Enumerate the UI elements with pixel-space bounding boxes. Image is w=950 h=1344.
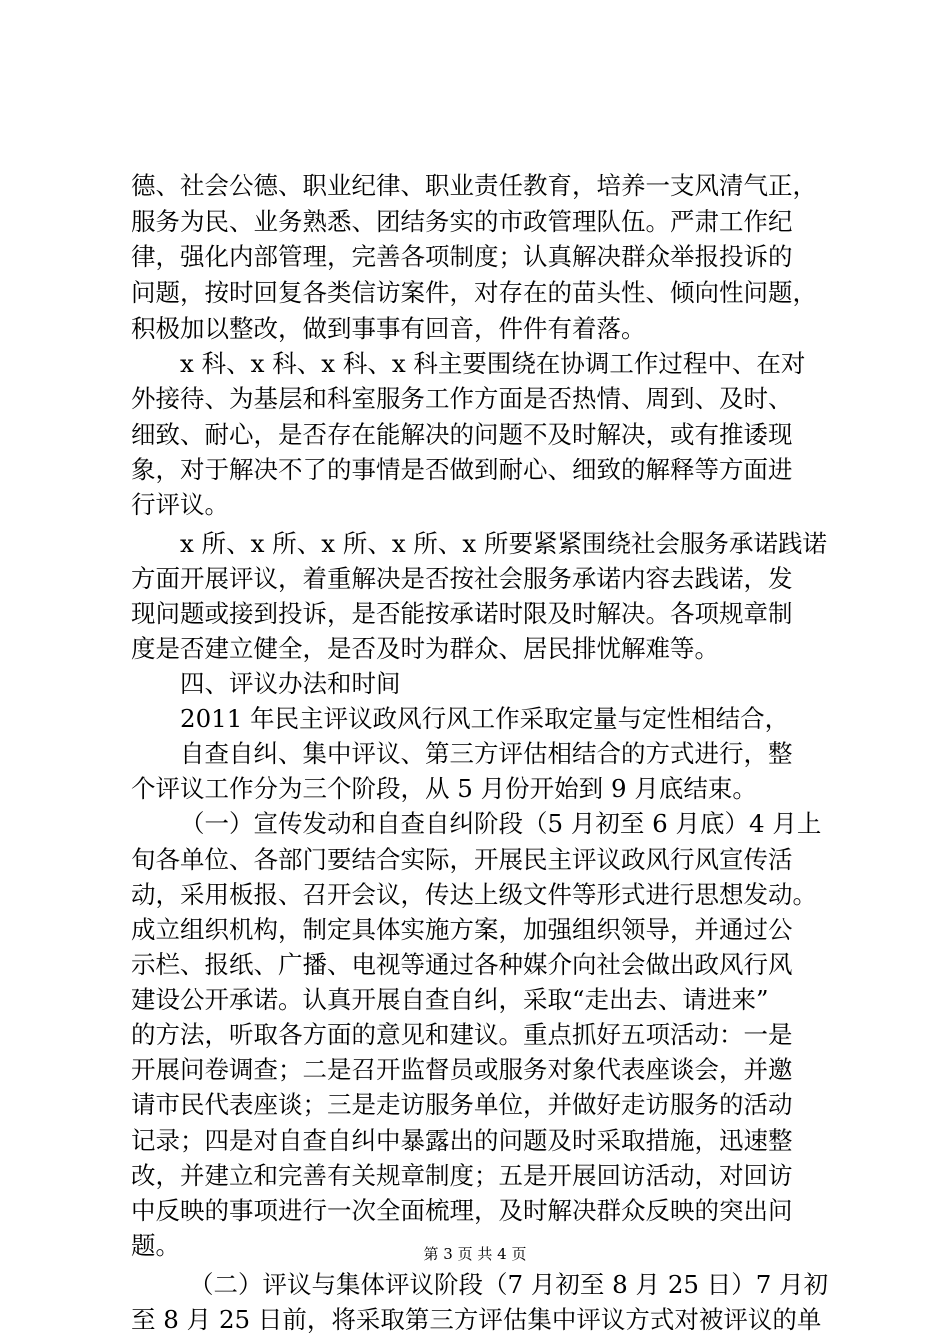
- body-text-line: 记录；四是对自查自纠中暴露出的问题及时采取措施，迅速整: [131, 1126, 793, 1155]
- body-text-line: 的方法，听取各方面的意见和建议。重点抓好五项活动：一是: [131, 1020, 793, 1049]
- body-text-line: 行评议。: [131, 490, 229, 519]
- section-heading: 四、评议办法和时间: [180, 669, 401, 698]
- body-text-line: 服务为民、业务熟悉、团结务实的市政管理队伍。严肃工作纪: [131, 207, 793, 236]
- body-text-line: （一）宣传发动和自查自纠阶段（5 月初至 6 月底）4 月上: [180, 809, 822, 838]
- body-text-line: x 科、x 科、x 科、x 科主要围绕在协调工作过程中、在对: [180, 349, 806, 378]
- body-text-line: 问题，按时回复各类信访案件，对存在的苗头性、倾向性问题，: [131, 278, 817, 307]
- body-text-line: 至 8 月 25 日前，将采取第三方评估集中评议方式对被评议的单: [131, 1305, 822, 1334]
- body-text-line: 度是否建立健全，是否及时为群众、居民排忧解难等。: [131, 634, 719, 663]
- body-text-line: 中反映的事项进行一次全面梳理，及时解决群众反映的突出问: [131, 1196, 793, 1225]
- body-text-line: 请市民代表座谈；三是走访服务单位，并做好走访服务的活动: [131, 1090, 793, 1119]
- body-text-line: 积极加以整改，做到事事有回音，件件有着落。: [131, 314, 646, 343]
- body-text-line: 现问题或接到投诉，是否能按承诺时限及时解决。各项规章制: [131, 599, 793, 628]
- body-text-line: 题。: [131, 1231, 180, 1260]
- body-text-line: 旬各单位、各部门要结合实际，开展民主评议政风行风宣传活: [131, 845, 793, 874]
- body-text-line: 动，采用板报、召开会议，传达上级文件等形式进行思想发动。: [131, 880, 817, 909]
- body-text-line: 开展问卷调查；二是召开监督员或服务对象代表座谈会，并邀: [131, 1055, 793, 1084]
- body-text-line: 示栏、报纸、广播、电视等通过各种媒介向社会做出政风行风: [131, 950, 793, 979]
- body-text-line: 改，并建立和完善有关规章制度；五是开展回访活动，对回访: [131, 1161, 793, 1190]
- page-number-footer: 第 3 页 共 4 页: [423, 1245, 527, 1263]
- body-text-line: 成立组织机构，制定具体实施方案，加强组织领导，并通过公: [131, 915, 793, 944]
- body-text-line: 方面开展评议，着重解决是否按社会服务承诺内容去践诺，发: [131, 564, 793, 593]
- body-text-line: 建设公开承诺。认真开展自查自纠，采取“走出去、请进来”: [131, 985, 769, 1014]
- body-text-line: 外接待、为基层和科室服务工作方面是否热情、周到、及时、: [131, 384, 793, 413]
- body-text-line: 律，强化内部管理，完善各项制度；认真解决群众举报投诉的: [131, 242, 793, 271]
- body-text-line: 自查自纠、集中评议、第三方评估相结合的方式进行，整: [180, 739, 793, 768]
- body-text-line: 细致、耐心，是否存在能解决的问题不及时解决，或有推诿现: [131, 420, 793, 449]
- body-text-line: （二）评议与集体评议阶段（7 月初至 8 月 25 日）7 月初: [189, 1270, 829, 1299]
- body-text-line: x 所、x 所、x 所、x 所、x 所要紧紧围绕社会服务承诺践诺: [180, 529, 828, 558]
- body-text-line: 德、社会公德、职业纪律、职业责任教育，培养一支风清气正，: [131, 171, 817, 200]
- body-text-line: 个评议工作分为三个阶段，从 5 月份开始到 9 月底结束。: [131, 774, 757, 803]
- body-text-line: 象，对于解决不了的事情是否做到耐心、细致的解释等方面进: [131, 455, 793, 484]
- body-text-line: 2011 年民主评议政风行风工作采取定量与定性相结合，: [180, 704, 790, 733]
